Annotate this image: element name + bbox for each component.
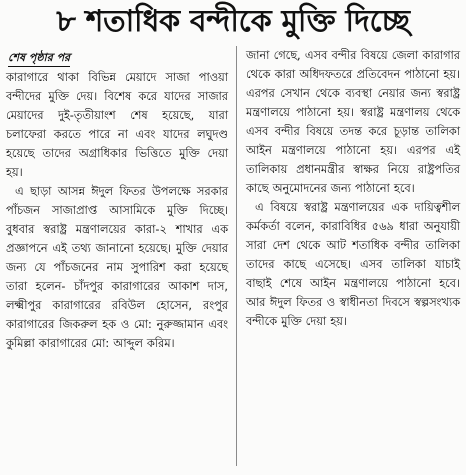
right-column — [246, 46, 460, 471]
column-divider — [236, 46, 237, 466]
continued-label: শেষ পৃষ্ঠার পর — [8, 49, 70, 67]
left-paragraph-2: এ ছাড়া আসন্ন ঈদুল ফিতর উপলক্ষে সরকার পাঁচজন সাজাপ্রাপ্ত আসামিকে মুক্তি দিচ্ছে। বুধবার স্বরাষ্ট্র মন্ত্রণালয়ের কারা-২ শাখার এক প্রজ্ঞাপনে এই তথ্য জানানো হয়েছে। মুক্তি দেয়ার জন্য যে পাঁচজনের নাম সুপারিশ করা হয়েছে তারা হলেন- চাঁদপুর কারাগারের আকাশ দাস, লক্ষ্মীপুর কারাগারের রবিউল হোসেন, রংপুর কারাগারের জিকরুল হক ও মো: নুরুজ্জামান এবং কুমিল্লা কারাগারের মো: আব্দুল করিম। — [6, 185, 228, 350]
right-paragraph-2: এ বিষয়ে স্বরাষ্ট্র মন্ত্রণালয়ের এক দায়িত্বশীল কর্মকর্তা বলেন, কারাবিধির ৫৬৯ ধারা অনুযায়ী সারা দেশ থেকে আট শতাধিক বন্দীর তালিকা তাদের কাছে এসেছে। এসব তালিকা যাচাই বাছাই শেষে আইন মন্ত্রণালয়ে পাঠানো হবে। আর ঈদুল ফিতর ও স্বাধীনতা দিবসে স্বল্পসংখ্যক বন্দীকে মুক্তি দেয়া হয়। — [246, 201, 460, 328]
headline: ৮ শতাধিক বন্দীকে মুক্তি দিচ্ছে — [56, 4, 410, 39]
left-paragraph-1: কারাগারে থাকা বিভিন্ন মেয়াদে সাজা পাওয়া বন্দীদের মুক্তি দেয়। বিশেষ করে যাদের সাজার মেয়াদের দুই-তৃতীয়াংশ শেষ হয়েছে, যারা চলাফেরা করতে পারে না এবং যাদের লঘুদণ্ড হয়েছে তাদের অগ্রাধিকার ভিত্তিতে মুক্তি দেয়া হয়। — [6, 71, 228, 179]
right-paragraph-1: জানা গেছে, এসব বন্দীর বিষয়ে জেলা কারাগার থেকে কারা অধিদফতরে প্রতিবেদন পাঠানো হয়। এরপর সেখান থেকে ব্যবস্থা নেয়ার জন্য স্বরাষ্ট্র মন্ত্রণালয়ে পাঠানো হয়। স্বরাষ্ট্র মন্ত্রণালয় থেকে এসব বন্দীর বিষয়ে তদন্ত করে চূড়ান্ত তালিকা আইন মন্ত্রণালয়ে পাঠানো হয়। এরপর এই তালিকায় প্রধানমন্ত্রীর স্বাক্ষর নিয়ে রাষ্ট্রপতির কাছে অনুমোদনের জন্য পাঠানো হবে। — [246, 49, 460, 195]
left-column — [6, 46, 228, 471]
